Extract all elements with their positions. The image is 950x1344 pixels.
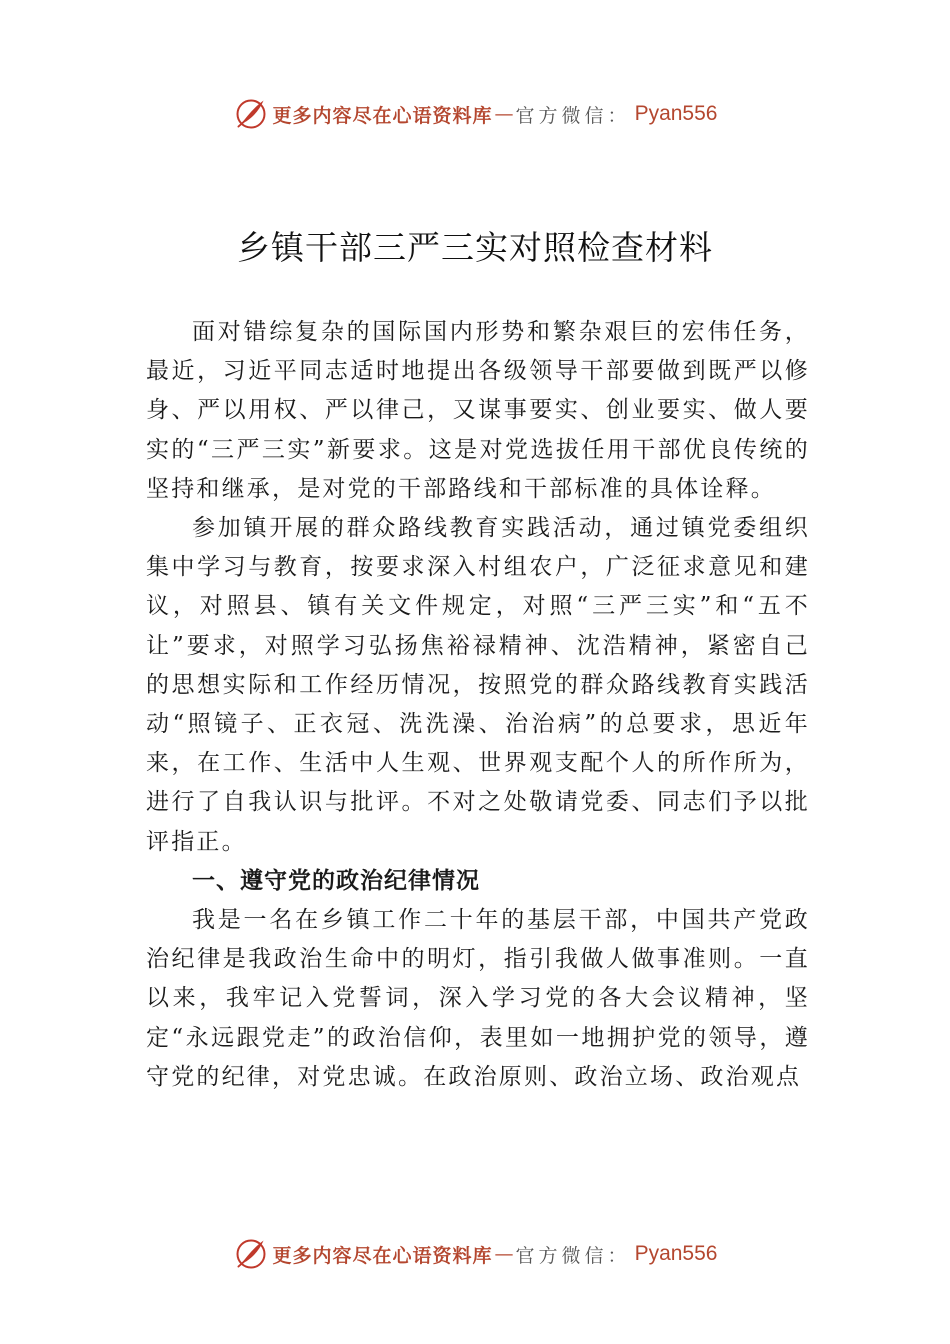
section-heading-1: 一、遵守党的政治纪律情况	[192, 867, 480, 894]
paragraph-activity: 参加镇开展的群众路线教育实践活动，通过镇党委组织集中学习与教育，按要求深入村组农户，广泛征求意见和建议，对照县、镇有关文件规定，对照“三严三实”和“五不让”要求，对照学习弘扬焦裕禄精神、沈浩精神，紧密自己的思想实际和工作经历情况，按照党的群众路线教育实践活动“照镜子、正衣冠、洗洗澡、治治病”的总要求，思近年来，在工作、生活中人生观、世界观支配个人的所作所为， 进行了自我认识与批评。不对之处敬请党委、同志们予以批评指正。	[146, 515, 810, 855]
banner-brand-text: 更多内容尽在心语资料库	[272, 1244, 493, 1267]
banner-separator: —	[494, 103, 514, 125]
paragraph-section-1: 我是一名在乡镇工作二十年的基层干部，中国共产党政治纪律是我政治生命中的明灯，指引我做人做事准则。一直以来，我牢记入党誓词，深入学习党的各大会议精神，坚定“永远跟党走”的政治信仰，表里如一地拥护党的领导，遵守党的纪律，对党忠诚。在政治原则、政治立场、政治观点	[146, 907, 810, 1090]
banner-wechat-label: 官方微信：	[515, 104, 631, 127]
paragraph-intro: 面对错综复杂的国际国内形势和繁杂艰巨的宏伟任务，最近，习近平同志适时地提出各级领导干部要做到既严以修身、严以用权、严以律己，又谋事要实、创业要实、做人要实的“三严三实”新要求。这是对党选拔任用干部优良传统的坚持和继承，是对党的干部路线和干部标准的具体诠释。	[146, 319, 810, 502]
feather-pen-logo-icon	[233, 1236, 269, 1272]
footer-banner	[0, 1234, 950, 1274]
banner-wechat-label: 官方微信：	[515, 1244, 631, 1267]
banner-brand-text: 更多内容尽在心语资料库	[272, 104, 493, 127]
header-banner	[0, 94, 950, 134]
banner-wechat-id: Pyan556	[634, 102, 718, 125]
banner-separator: —	[494, 1243, 514, 1265]
feather-pen-logo-icon	[233, 96, 269, 132]
document-title: 乡镇干部三严三实对照检查材料	[237, 228, 713, 267]
document-body	[146, 313, 810, 1097]
banner-wechat-id: Pyan556	[634, 1242, 718, 1265]
